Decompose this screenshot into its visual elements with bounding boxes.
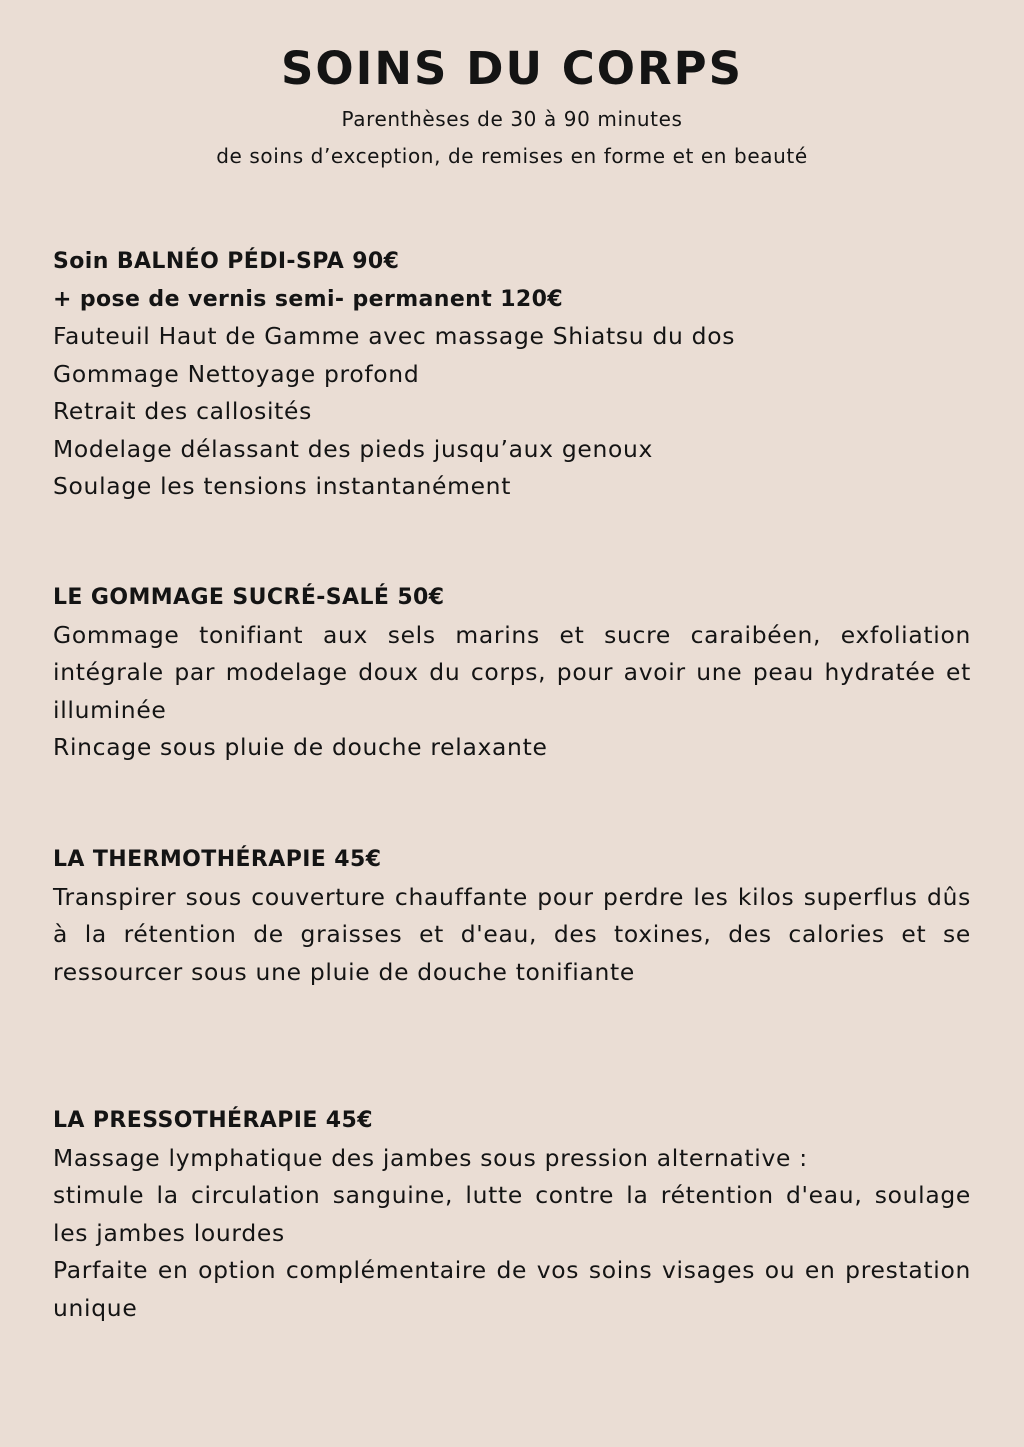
section-line: Modelage délassant des pieds jusqu’aux genoux [53, 434, 654, 463]
section-title-option: + pose de vernis semi- permanent 120€ [53, 286, 564, 312]
section-paragraph: Gommage tonifiant aux sels marins et sucre caraibéen, exfoliation intégrale par modelage doux du corps, pour avoir une peau hydratée et illuminée [53, 620, 971, 724]
section-title: LA PRESSOTHÉRAPIE 45€ [53, 1108, 373, 1133]
page-title: SOINS DU CORPS [280, 42, 744, 95]
section-title: Soin BALNÉO PÉDI-SPA 90€ [53, 249, 400, 274]
section-line: Rincage sous pluie de douche relaxante [53, 733, 548, 761]
section-title: LE GOMMAGE SUCRÉ-SALÉ 50€ [53, 585, 445, 610]
section-line: Gommage Nettoyage profond [53, 359, 420, 388]
section-line: Fauteuil Haut de Gamme avec massage Shiatsu du dos [53, 322, 736, 350]
subtitle-line-1: Parenthèses de 30 à 90 minutes [341, 107, 683, 131]
section-line: Massage lymphatique des jambes sous pression alternative : [53, 1143, 808, 1172]
subtitle-line-2: de soins d’exception, de remises en forme et en beauté [216, 144, 808, 168]
section-balneo-pedi-spa [53, 243, 971, 506]
section-line: Soulage les tensions instantanément [53, 472, 512, 500]
section-line: Retrait des callosités [53, 397, 313, 425]
section-gommage-sucre-sale [53, 579, 971, 767]
section-paragraph: Transpirer sous couverture chauffante pour perdre les kilos superflus dûs à la rétention de graisses et d'eau, des toxines, des calories et se ressourcer sous une pluie de douche tonifiante [53, 882, 971, 986]
section-paragraph: Parfaite en option complémentaire de vos soins visages ou en prestation unique [53, 1256, 971, 1322]
section-thermotherapie [53, 841, 971, 991]
section-paragraph: stimule la circulation sanguine, lutte contre la rétention d'eau, soulage les jambes lourdes [53, 1181, 971, 1247]
section-title: LA THERMOTHÉRAPIE 45€ [53, 847, 382, 872]
section-pressotherapie [53, 1102, 971, 1327]
page-header [0, 38, 1024, 174]
